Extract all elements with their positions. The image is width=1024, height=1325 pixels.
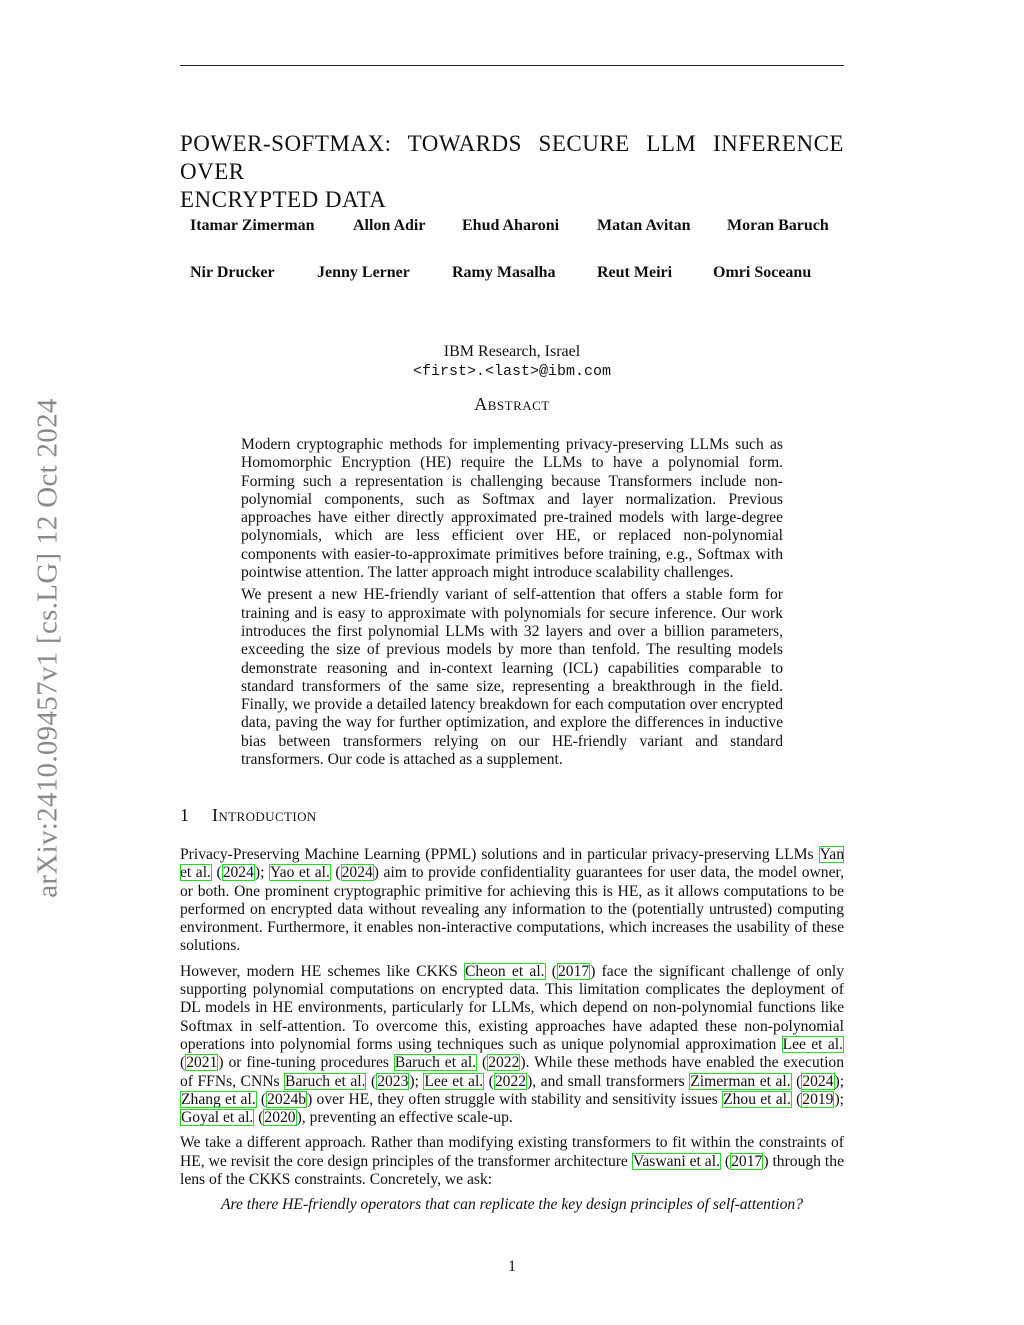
- citation-year-link[interactable]: 2017: [558, 962, 590, 980]
- citation-link[interactable]: Zhang et al.: [181, 1090, 256, 1108]
- author-name: Reut Meiri: [597, 264, 673, 281]
- section-number: 1: [180, 805, 190, 825]
- citation-link[interactable]: Zimerman et al.: [690, 1072, 791, 1090]
- author-name: Itamar Zimerman: [190, 217, 315, 234]
- page-number: 1: [508, 1258, 516, 1275]
- body-paragraph: However, modern HE schemes like CKKS Cheon et al. (2017) face the significant challenge of only supporting polynomial computations on encrypted data. This limitation complicates the deployment of DL models in HE environments, particularly for LLMs, which depend on non-polynomial functions like Softmax in self-attention. To overcome this, existing approaches have adapted these non-polynomial operations into polynomial forms using techniques such as unique polynomial approximation Lee et al. (2021) or fine-tuning procedures Baruch et al. (2022). While these methods have enabled the execution of FFNs, CNNs Baruch et al. (2023); Lee et al. (2022), and small transformers Zimerman et al. (2024); Zhang et al. (2024b) over HE, they often struggle with stability and sensitivity issues Zhou et al. (2019); Goyal et al. (2020), preventing an effective scale-up.: [180, 962, 845, 1127]
- abstract-body: [241, 436, 783, 773]
- citation-link[interactable]: Lee et al.: [782, 1035, 843, 1053]
- introduction-body: [180, 846, 844, 1222]
- section-title: Introduction: [212, 805, 317, 825]
- citation-year-link[interactable]: 2024: [341, 864, 373, 882]
- abstract-paragraph: Modern cryptographic methods for implementing privacy-preserving LLMs such as Homomorphic Encryption (HE) require the LLMs to have a polynomial form. Forming such a representation is challenging because Transformers include non-polynomial components, such as Softmax and layer normalization. Previous approaches have either directly approximated pre-trained models with large-degree polynomials, which are less efficient over HE, or replaced non-polynomial components with easier-to-approximate primitives before training, e.g., Softmax with pointwise attention. The latter approach might introduce scalability challenges.: [241, 436, 783, 582]
- affiliation: [180, 342, 844, 382]
- author-name: Matan Avitan: [597, 217, 691, 234]
- title-line-2: ENCRYPTED DATA: [180, 187, 387, 212]
- citation-year-link[interactable]: 2017: [731, 1152, 763, 1170]
- author-name: Nir Drucker: [190, 264, 275, 281]
- abstract-heading: Abstract: [474, 394, 550, 414]
- section-heading: [180, 805, 317, 826]
- citation-year-link[interactable]: 2024: [802, 1072, 834, 1090]
- abstract-paragraph: We present a new HE-friendly variant of self-attention that offers a stable form for training and is easy to approximate with polynomials for secure inference. Our work introduces the first polynomial LLMs with 32 layers and over a billion parameters, exceeding the size of previous models by more than tenfold. The resulting models demonstrate reasoning and in-context learning (ICL) capabilities comparable to standard transformers of the same size, representing a breakthrough in the field. Finally, we provide a detailed latency breakdown for each computation over encrypted data, paving the way for further optimization, and explore the differences in inductive bias between transformers relying on our HE-friendly variant and standard transformers. Our code is attached as a supplement.: [241, 586, 783, 769]
- arxiv-identifier: arXiv:2410.09457v1 [cs.LG] 12 Oct 2024: [31, 398, 64, 898]
- citation-year-link[interactable]: 2019: [802, 1090, 834, 1108]
- citation-year-link[interactable]: 2020: [264, 1109, 296, 1127]
- citation-link[interactable]: Yan et al.: [180, 846, 844, 882]
- author-name: Ramy Masalha: [452, 264, 556, 281]
- body-paragraph: Privacy-Preserving Machine Learning (PPML) solutions and in particular privacy-preserving LLMs Yan et al. (2024); Yao et al. (2024) aim to provide confidentiality guarantees for user data, the model owner, or both. One prominent cryptographic primitive for achieving this is HE, as it allows computations to be performed on encrypted data without revealing any information to the (potentially untrusted) computing environment. Furthermore, it enables non-interactive computations, which increases the usability of these solutions.: [180, 846, 844, 955]
- citation-link[interactable]: Vaswani et al.: [632, 1152, 720, 1170]
- author-name: Jenny Lerner: [317, 264, 410, 281]
- citation-link[interactable]: Baruch et al.: [285, 1072, 366, 1090]
- author-name: Moran Baruch: [727, 217, 829, 234]
- body-paragraph: We take a different approach. Rather than modifying existing transformers to fit within the constraints of HE, we revisit the core design principles of the transformer architecture Vaswani et al. (2017) through the lens of the CKKS constraints. Concretely, we ask:: [180, 1134, 844, 1189]
- author-name: Allon Adir: [353, 217, 426, 234]
- citation-link[interactable]: Yao et al.: [269, 864, 330, 882]
- citation-year-link[interactable]: 2022: [488, 1054, 520, 1072]
- citation-link[interactable]: Lee et al.: [424, 1072, 484, 1090]
- top-rule: [180, 65, 844, 66]
- citation-year-link[interactable]: 2022: [494, 1072, 527, 1090]
- author-name: Ehud Aharoni: [462, 217, 560, 234]
- institution: IBM Research, Israel: [443, 343, 581, 360]
- citation-year-link[interactable]: 2024: [222, 864, 254, 882]
- paper-title: [180, 130, 844, 214]
- research-question: Are there HE-friendly operators that can replicate the key design principles of self-attention?: [220, 1196, 804, 1214]
- citation-link[interactable]: Zhou et al.: [723, 1090, 791, 1108]
- citation-year-link[interactable]: 2024b: [267, 1090, 307, 1108]
- citation-year-link[interactable]: 2023: [377, 1072, 409, 1090]
- citation-link[interactable]: Cheon et al.: [465, 962, 545, 980]
- citation-link[interactable]: Goyal et al.: [181, 1109, 254, 1127]
- email: <first>.<last>@ibm.com: [412, 363, 612, 380]
- author-name: Omri Soceanu: [713, 264, 812, 281]
- title-line-1: POWER-SOFTMAX: TOWARDS SECURE LLM INFERENCE OVER: [180, 131, 844, 184]
- citation-year-link[interactable]: 2021: [186, 1054, 218, 1072]
- citation-link[interactable]: Baruch et al.: [394, 1054, 477, 1072]
